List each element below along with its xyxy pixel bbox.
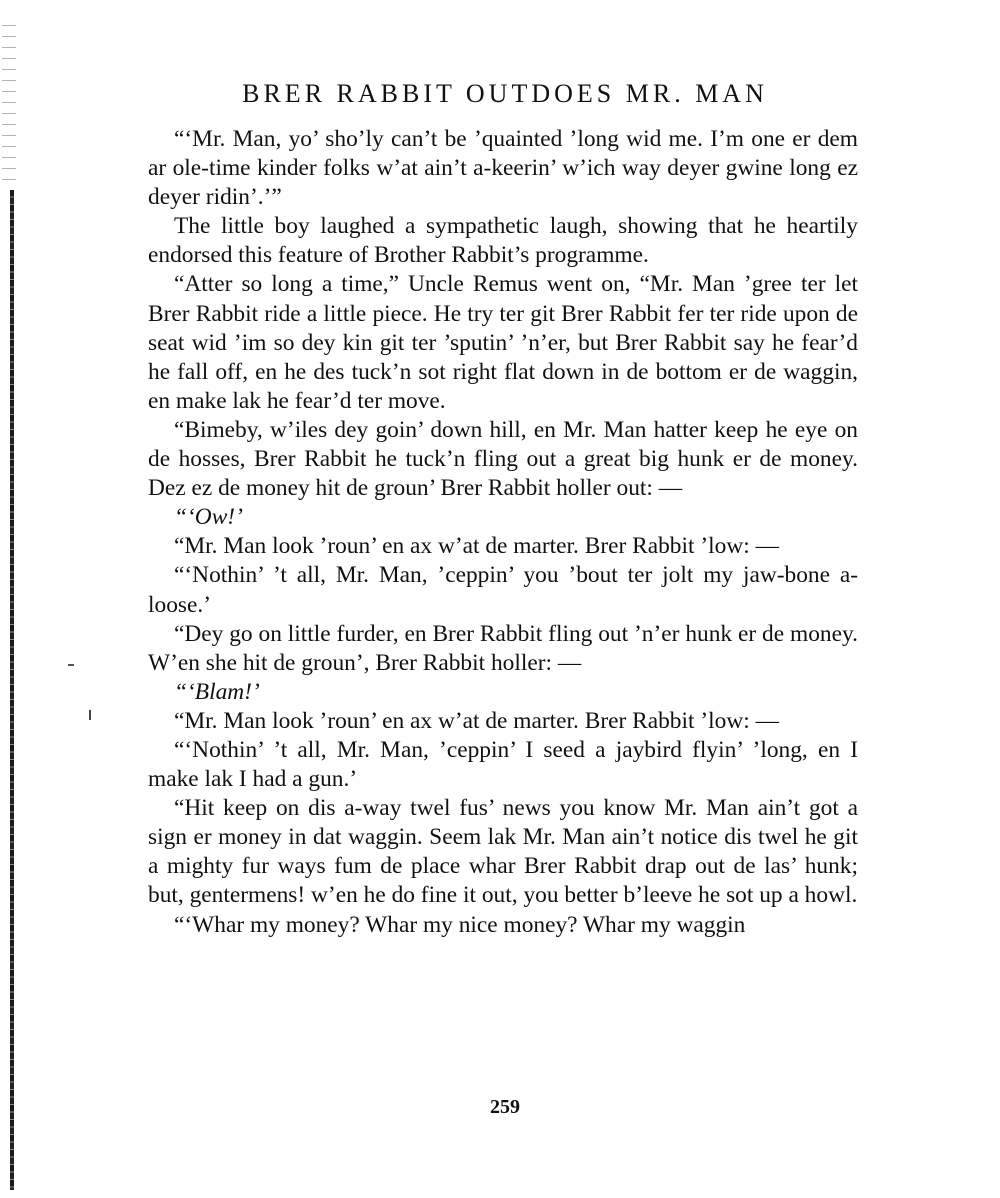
exclamation-blam: “‘Blam!’ [174,678,260,705]
scan-gutter-edge [10,190,14,1190]
running-head: BRER RABBIT OUTDOES MR. MAN [242,79,768,108]
page-number: 259 [490,1096,520,1118]
scan-gutter-speckle [2,20,16,190]
scan-mark [89,710,91,720]
paragraph: “Bimeby, w’iles dey goin’ down hill, en Mr. Man hatter keep he eye on de hosses, Brer Rabbit he tuck’n fling out a great big hunk er de money. Dez ez de money hit de groun’ Brer Rabbit holler out: — [148,416,858,502]
body-text [148,125,858,940]
paragraph: “‘Nothin’ ’t all, Mr. Man, ’ceppin’ I seed a jaybird flyin’ ’long, en I make lak I had a gun.’ [148,736,858,793]
paragraph: “Atter so long a time,” Uncle Remus went on, “Mr. Man ’gree ter let Brer Rabbit ride a little piece. He try ter git Brer Rabbit fer ter ride upon de seat wid ’im so dey kin git ter ’sputin’ ’n’er, but Brer Rabbit say he fear’d he fall off, en he des tuck’n sot right flat down in de bottom er de waggin, en make lak he fear’d ter move. [148,271,858,414]
paragraph: “‘Whar my money? Whar my nice money? Whar my waggin [174,911,746,938]
paragraph: “Mr. Man look ’roun’ en ax w’at de marter. Brer Rabbit ’low: — [174,533,779,560]
exclamation-ow: “‘Ow!’ [174,504,243,531]
paragraph: “‘Nothin’ ’t all, Mr. Man, ’ceppin’ you ’bout ter jolt my jaw-bone a-loose.’ [148,562,858,618]
paragraph: “Dey go on little furder, en Brer Rabbit fling out ’n’er hunk er de money. W’en she hit de groun’, Brer Rabbit holler: — [148,620,858,676]
paragraph: “Mr. Man look ’roun’ en ax w’at de marter. Brer Rabbit ’low: — [174,707,779,734]
paragraph: The little boy laughed a sympathetic laugh, showing that he heartily endorsed this feature of Brother Rabbit’s programme. [148,213,858,269]
paragraph: “Hit keep on dis a-way twel fus’ news you know Mr. Man ain’t got a sign er money in dat waggin. Seem lak Mr. Man ain’t notice dis twel he git a mighty fur ways fum de place whar Brer Rabbit drap out de las’ hunk; but, gentermens! w’en he do fine it out, you better b’leeve he sot up a howl. [148,795,858,909]
scan-mark [68,664,74,666]
paragraph: “‘Mr. Man, yo’ sho’ly can’t be ’quainted ’long wid me. I’m one er dem ar ole-time kinder folks w’at ain’t a-keerin’ w’ich way deyer gwine long ez deyer ridin’.’” [148,126,858,211]
